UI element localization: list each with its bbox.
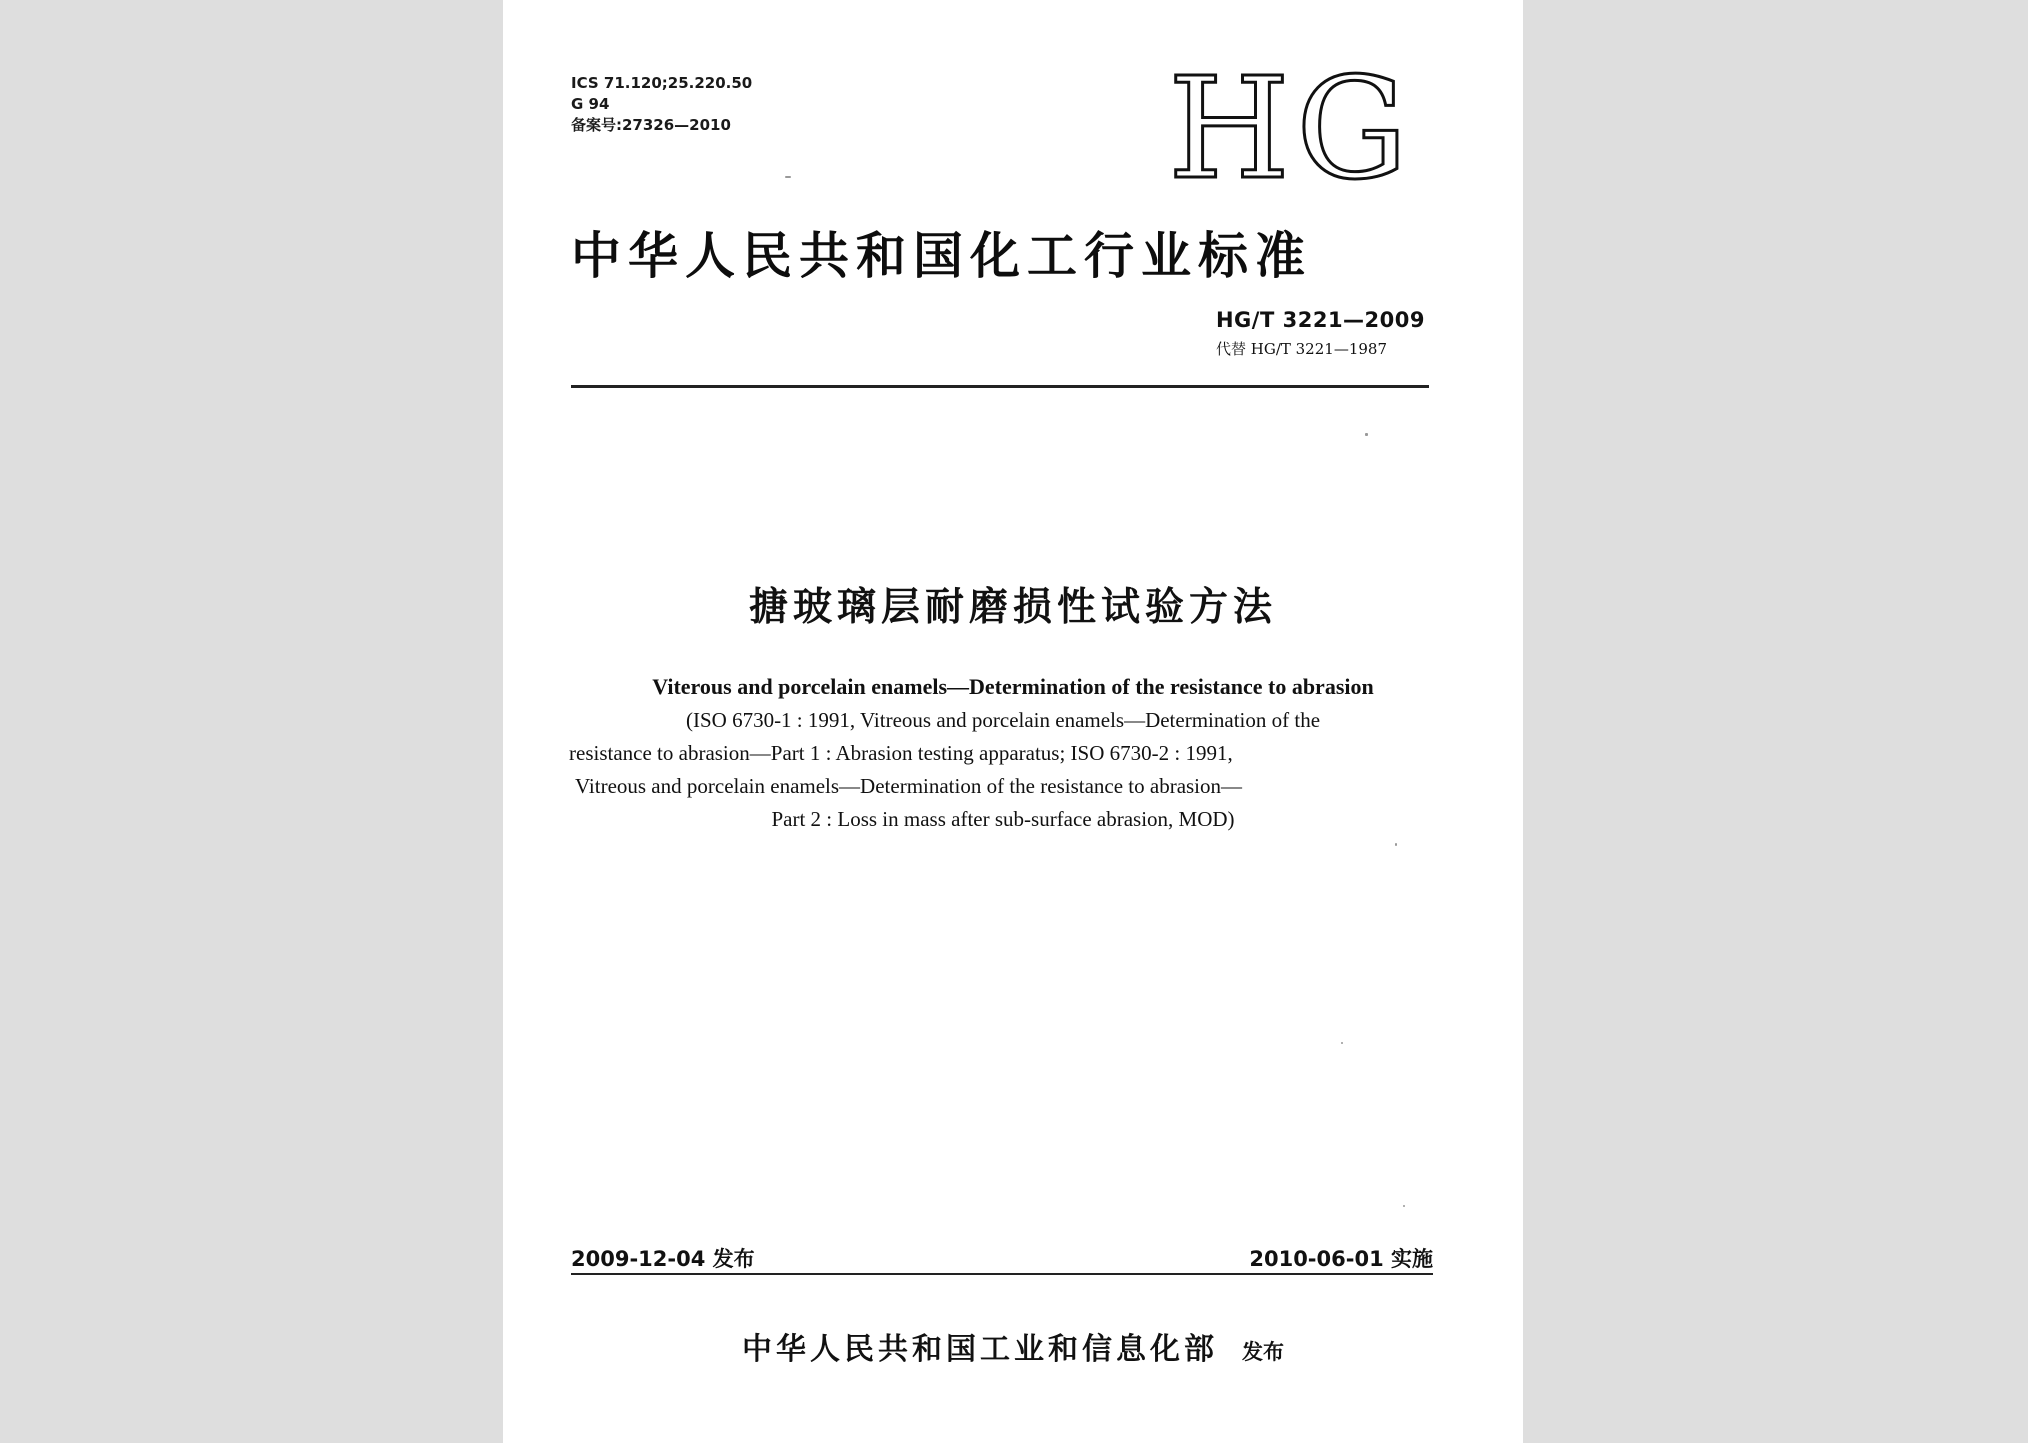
scan-speck [1395, 843, 1397, 846]
subtitle-line: Part 2 : Loss in mass after sub-surface abrasion, MOD) [771, 807, 1235, 831]
footer-divider [571, 1273, 1433, 1275]
issue-date-label: 发布 [712, 1247, 755, 1271]
effective-date-value: 2010-06-01 [1249, 1247, 1384, 1271]
record-number: 备案号:27326—2010 [571, 116, 731, 134]
document-title-english: Viterous and porcelain enamels—Determination of the resistance to abrasion [652, 674, 1374, 699]
publisher-suffix: 发布 [1242, 1340, 1284, 1364]
classification-block [571, 73, 752, 136]
header-divider [571, 385, 1429, 388]
issue-date-value: 2009-12-04 [571, 1247, 706, 1271]
scan-speck [785, 176, 791, 178]
standard-number: HG/T 3221—2009 [1215, 308, 1425, 332]
scan-speck [1403, 1205, 1405, 1207]
document-page [503, 0, 1523, 1443]
standard-number-block [1216, 308, 1425, 359]
national-standard-title: 中华人民共和国化工行业标准 [571, 227, 1312, 285]
effective-date-label: 实施 [1391, 1247, 1433, 1271]
classification-code: G 94 [571, 95, 610, 113]
issue-date [571, 1243, 755, 1273]
publisher-name: 中华人民共和国工业和信息化部 [742, 1332, 1218, 1367]
scan-speck [1365, 433, 1368, 436]
publisher [503, 1324, 1523, 1368]
replaces-standard: 代替 HG/T 3221—1987 [1215, 340, 1387, 358]
ics-code: ICS 71.120;25.220.50 [571, 74, 753, 92]
subtitle-line: resistance to abrasion—Part 1 : Abrasion testing apparatus; ISO 6730-2 : 1991, [569, 741, 1233, 765]
subtitle-line: Vitreous and porcelain enamels—Determination of the resistance to abrasion— [575, 774, 1243, 798]
effective-date [1249, 1243, 1433, 1273]
document-subtitle [569, 704, 1437, 836]
document-title-chinese: 搪玻璃层耐磨损性试验方法 [748, 585, 1277, 630]
subtitle-line: (ISO 6730-1 : 1991, Vitreous and porcelain enamels—Determination of the [685, 708, 1321, 732]
scan-speck [1341, 1042, 1343, 1044]
hg-logo: HG [1168, 48, 1414, 211]
